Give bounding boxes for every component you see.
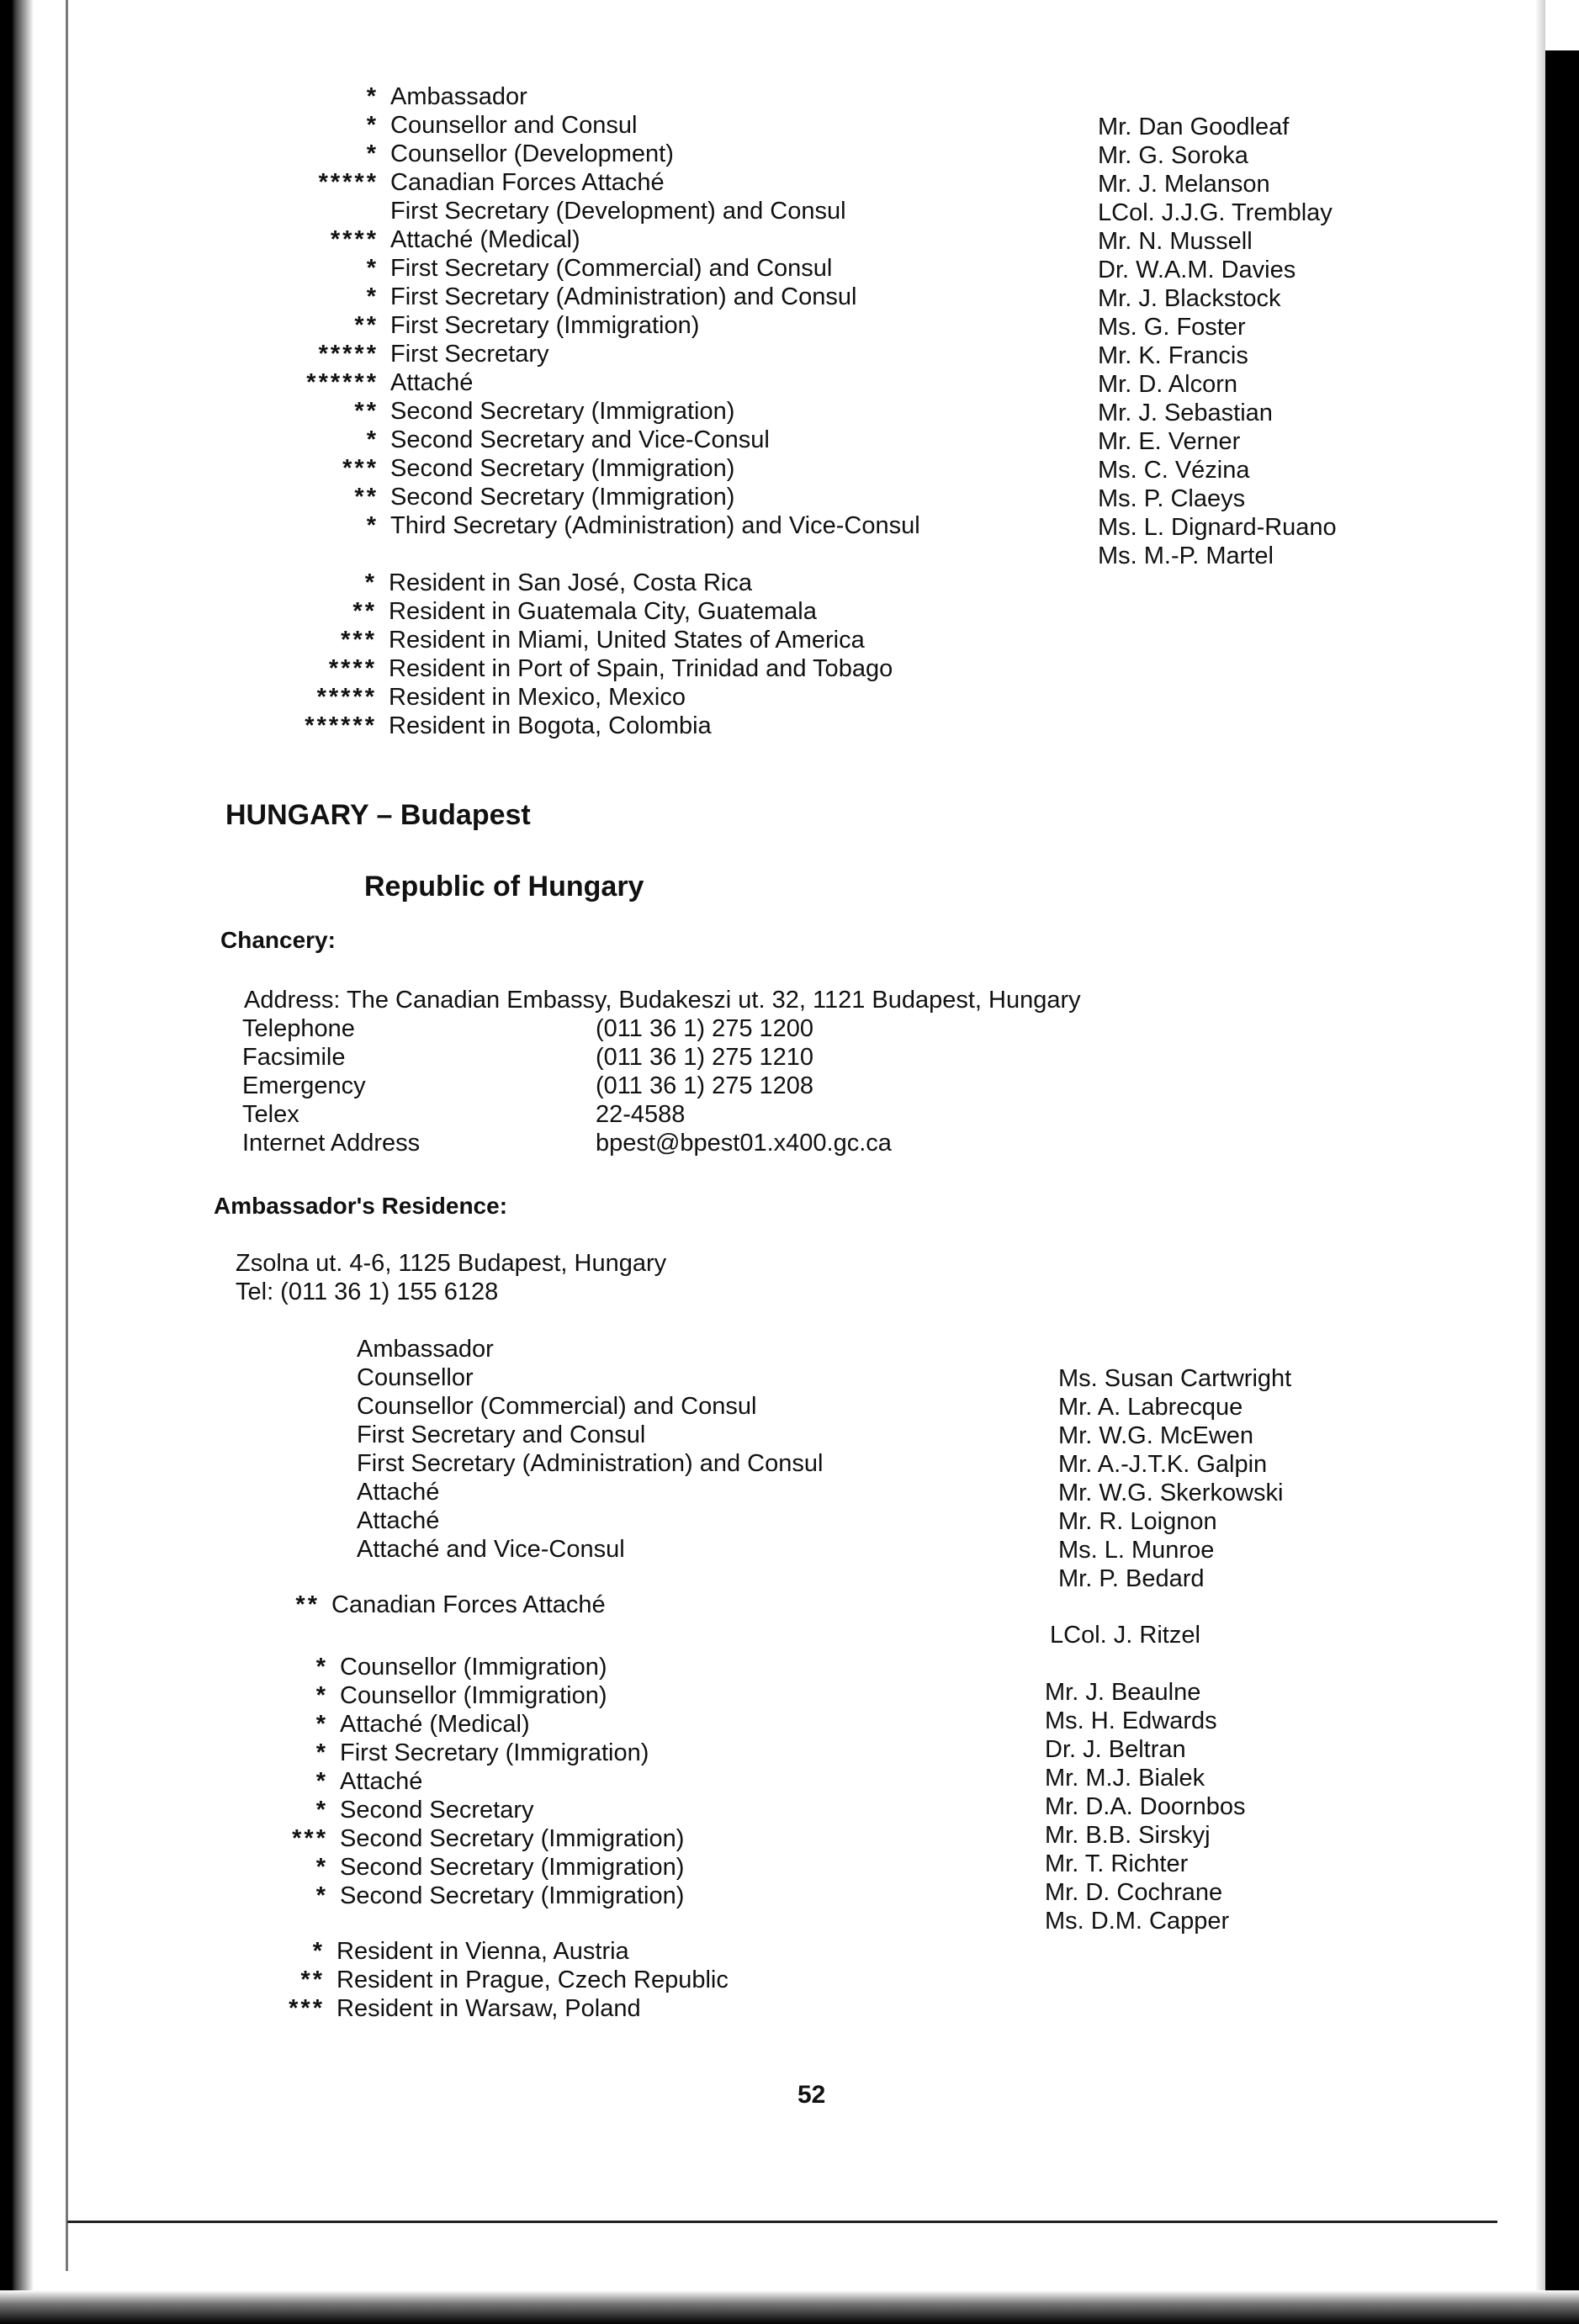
position-title: Second Secretary (Immigration) [390, 455, 735, 482]
footnote-marker: **** [330, 226, 379, 253]
position-title: Counsellor and Consul [390, 112, 638, 139]
staff-name: Mr. M.J. Bialek [1045, 1765, 1205, 1792]
staff-position [244, 111, 920, 140]
position-title: Counsellor (Immigration) [340, 1654, 607, 1681]
staff-position-list [244, 82, 920, 540]
footnote-marker: * [366, 283, 379, 310]
staff-position [244, 397, 920, 426]
footnote-marker: * [366, 426, 379, 453]
country-official-name: Republic of Hungary [364, 871, 644, 903]
position-title: Attaché and Vice-Consul [357, 1536, 625, 1563]
staff-position [214, 1796, 684, 1824]
position-title: First Secretary and Consul [357, 1421, 646, 1448]
staff-name: Ms. P. Claeys [1098, 485, 1246, 512]
position-title: Canadian Forces Attaché [390, 169, 665, 196]
hungary-position-list [227, 1335, 823, 1564]
hungary-resident-note-list [210, 1937, 729, 2023]
position-title: Attaché (Medical) [340, 1711, 530, 1738]
resident-text: Resident in Prague, Czech Republic [336, 1967, 729, 1993]
position-title: Second Secretary [340, 1797, 534, 1824]
staff-name: Ms. L. Munroe [1058, 1537, 1215, 1564]
position-title: First Secretary (Immigration) [340, 1739, 649, 1766]
footnote-marker: ** [295, 1591, 320, 1618]
staff-position [227, 1449, 823, 1478]
contact-row [242, 1072, 892, 1100]
contact-label: Telephone [242, 1015, 355, 1042]
hungary-resident-staff-positions [214, 1653, 684, 1910]
footnote-marker: * [315, 1739, 328, 1766]
footnote-marker: * [366, 512, 379, 539]
contact-label: Facsimile [242, 1044, 346, 1071]
resident-note [242, 569, 893, 597]
staff-name: Ms. G. Foster [1098, 314, 1246, 341]
staff-name: Mr. Dan Goodleaf [1098, 114, 1290, 140]
staff-position [244, 225, 920, 254]
staff-name: Ms. C. Vézina [1098, 457, 1250, 484]
footnote-marker: ***** [316, 684, 377, 711]
footnote-marker: * [366, 140, 379, 167]
footnote-marker: ** [354, 312, 379, 339]
position-title: Counsellor (Development) [390, 140, 674, 167]
position-title: First Secretary (Administration) and Consul [357, 1450, 824, 1477]
position-title: Attaché (Medical) [390, 226, 580, 253]
staff-position [244, 283, 920, 311]
position-title: Counsellor (Immigration) [340, 1682, 607, 1709]
footnote-marker: ** [354, 484, 379, 511]
resident-note [210, 1937, 729, 1966]
staff-name: Ms. D.M. Capper [1045, 1908, 1230, 1935]
staff-position [227, 1421, 823, 1449]
footnote-marker: * [315, 1768, 328, 1795]
staff-name: Mr. J. Beaulne [1045, 1679, 1201, 1706]
staff-name: Ms. H. Edwards [1045, 1707, 1217, 1734]
staff-position [244, 311, 920, 340]
staff-name: Mr. B.B. Sirskyj [1045, 1822, 1211, 1849]
residence-label: Ambassador's Residence: [214, 1193, 508, 1219]
resident-note-list [242, 569, 893, 740]
position-title: Attaché [357, 1479, 440, 1506]
page-number: 52 [797, 2081, 826, 2109]
resident-text: Resident in Mexico, Mexico [389, 684, 686, 711]
contact-row [242, 1014, 892, 1043]
staff-name-list [1098, 113, 1337, 570]
position-title: Second Secretary (Immigration) [390, 398, 735, 425]
staff-name: Mr. T. Richter [1045, 1850, 1189, 1877]
footnote-marker: * [312, 1938, 325, 1965]
staff-position [244, 454, 920, 483]
footnote-marker: *** [289, 1995, 325, 2022]
position-title: Attaché [357, 1507, 440, 1534]
resident-text: Resident in Miami, United States of America [389, 627, 865, 654]
position-title: First Secretary (Commercial) and Consul [390, 255, 833, 282]
contact-value: bpest@bpest01.x400.gc.ca [596, 1130, 892, 1157]
staff-position [244, 368, 920, 397]
position-title: Ambassador [390, 83, 527, 110]
staff-position [227, 1335, 823, 1363]
chancery-address: Address: The Canadian Embassy, Budakeszi ut. 32, 1121 Budapest, Hungary [244, 987, 1081, 1014]
resident-note [242, 654, 893, 683]
footnote-marker: ** [354, 398, 379, 425]
staff-position [227, 1478, 823, 1506]
footnote-marker: **** [328, 655, 377, 682]
staff-name: Mr. P. Bedard [1058, 1565, 1205, 1592]
residence-address: Zsolna ut. 4-6, 1125 Budapest, Hungary [236, 1250, 667, 1277]
hungary-resident-staff-names [1045, 1678, 1246, 1935]
footnote-marker: * [315, 1882, 328, 1909]
position-title: Second Secretary (Immigration) [340, 1854, 685, 1881]
position-title: Second Secretary (Immigration) [340, 1825, 685, 1852]
staff-name: Mr. D. Alcorn [1098, 371, 1237, 398]
hungary-name-list [1058, 1364, 1291, 1593]
staff-position [227, 1506, 823, 1535]
staff-position [227, 1363, 823, 1392]
staff-position [227, 1535, 823, 1564]
staff-name: Ms. Susan Cartwright [1058, 1365, 1292, 1392]
footnote-marker: * [315, 1682, 328, 1709]
position-title: Canadian Forces Attaché [331, 1591, 606, 1618]
position-title: Second Secretary and Vice-Consul [390, 426, 770, 453]
staff-name: Ms. M.-P. Martel [1098, 543, 1274, 569]
staff-name: Mr. G. Soroka [1098, 142, 1248, 169]
contact-value: 22-4588 [596, 1101, 686, 1128]
position-title: Attaché [340, 1768, 423, 1795]
resident-note [242, 683, 893, 712]
staff-name: Mr. K. Francis [1098, 342, 1248, 369]
contact-value: (011 36 1) 275 1210 [596, 1044, 814, 1071]
resident-note [242, 626, 893, 654]
chancery-contacts [242, 1014, 892, 1157]
staff-position [244, 254, 920, 283]
contact-label: Emergency [242, 1072, 366, 1099]
staff-name: LCol. J.J.G. Tremblay [1098, 199, 1333, 226]
position-title: First Secretary (Immigration) [390, 312, 700, 339]
position-title: Counsellor [357, 1364, 474, 1391]
staff-position [244, 511, 920, 540]
staff-position [214, 1681, 684, 1710]
footnote-marker: * [366, 83, 379, 110]
staff-position [244, 426, 920, 454]
position-title: Second Secretary (Immigration) [390, 484, 735, 511]
footnote-marker: *** [292, 1825, 328, 1852]
staff-position [244, 82, 920, 111]
staff-name: Mr. J. Sebastian [1098, 400, 1273, 426]
footnote-marker: * [315, 1854, 328, 1881]
country-heading: HUNGARY – Budapest [225, 799, 531, 831]
position-title: First Secretary [390, 341, 549, 368]
staff-name: Dr. J. Beltran [1045, 1736, 1186, 1763]
residence-telephone: Tel: (011 36 1) 155 6128 [236, 1278, 499, 1305]
contact-label: Internet Address [242, 1130, 421, 1157]
contact-value: (011 36 1) 275 1200 [596, 1015, 814, 1042]
footnote-marker: ***** [318, 341, 379, 368]
resident-note [210, 1994, 729, 2023]
contact-label: Telex [242, 1101, 299, 1128]
staff-position [227, 1392, 823, 1421]
resident-text: Resident in San José, Costa Rica [389, 569, 752, 596]
resident-note [210, 1966, 729, 1994]
contact-row [242, 1043, 892, 1072]
footnote-marker: ****** [306, 369, 379, 396]
staff-name: Mr. A. Labrecque [1058, 1394, 1243, 1421]
footnote-marker: * [315, 1797, 328, 1824]
footnote-marker: * [315, 1711, 328, 1738]
position-title: First Secretary (Development) and Consul [390, 198, 846, 225]
resident-text: Resident in Guatemala City, Guatemala [389, 598, 817, 625]
staff-position [244, 140, 920, 168]
staff-position [214, 1824, 684, 1853]
position-title: Counsellor (Commercial) and Consul [357, 1393, 757, 1420]
staff-name: Mr. J. Blackstock [1098, 285, 1281, 312]
resident-note [242, 597, 893, 626]
chancery-label: Chancery: [220, 927, 336, 953]
staff-name: Mr. J. Melanson [1098, 171, 1270, 198]
position-title: Attaché [390, 369, 474, 396]
hungary-forces-attache-row [219, 1591, 606, 1619]
staff-name: Ms. L. Dignard-Ruano [1098, 514, 1337, 541]
contact-value: (011 36 1) 275 1208 [596, 1072, 814, 1099]
footnote-marker: ****** [305, 712, 377, 739]
staff-position [244, 197, 920, 225]
footnote-marker: ** [300, 1967, 325, 1993]
footnote-marker: * [364, 569, 377, 596]
position-title: First Secretary (Administration) and Consul [390, 283, 857, 310]
staff-position [214, 1853, 684, 1882]
footnote-marker: ***** [318, 169, 379, 196]
contact-row [242, 1100, 892, 1129]
resident-note [242, 712, 893, 740]
staff-name: LCol. J. Ritzel [1050, 1622, 1200, 1649]
resident-text: Resident in Bogota, Colombia [389, 712, 712, 739]
staff-name: Mr. N. Mussell [1098, 228, 1253, 255]
staff-name: Mr. D. Cochrane [1045, 1879, 1223, 1906]
staff-name: Dr. W.A.M. Davies [1098, 257, 1296, 283]
contact-row [242, 1129, 892, 1157]
footnote-marker: *** [341, 627, 377, 654]
staff-position [244, 483, 920, 511]
footnote-marker: * [315, 1654, 328, 1681]
staff-position [244, 340, 920, 368]
footnote-marker: *** [342, 455, 379, 482]
staff-position [214, 1882, 684, 1910]
position-title: Third Secretary (Administration) and Vice-Consul [390, 512, 920, 539]
staff-position [244, 168, 920, 197]
staff-name: Mr. E. Verner [1098, 428, 1241, 455]
staff-position [214, 1653, 684, 1681]
resident-text: Resident in Port of Spain, Trinidad and Tobago [389, 655, 893, 682]
staff-name: Mr. W.G. McEwen [1058, 1422, 1254, 1449]
forces-attache-name [1050, 1621, 1200, 1649]
footnote-marker: * [366, 255, 379, 282]
position-title: Ambassador [357, 1336, 494, 1363]
footnote-marker: * [366, 112, 379, 139]
staff-name: Mr. D.A. Doornbos [1045, 1793, 1246, 1820]
resident-text: Resident in Vienna, Austria [336, 1938, 629, 1965]
staff-name: Mr. A.-J.T.K. Galpin [1058, 1451, 1268, 1478]
staff-name: Mr. R. Loignon [1058, 1508, 1217, 1535]
staff-name: Mr. W.G. Skerkowski [1058, 1480, 1284, 1506]
resident-text: Resident in Warsaw, Poland [336, 1995, 641, 2022]
footnote-marker: ** [352, 598, 377, 625]
position-title: Second Secretary (Immigration) [340, 1882, 685, 1909]
staff-position [214, 1739, 684, 1767]
staff-position [214, 1767, 684, 1796]
staff-position [214, 1710, 684, 1739]
